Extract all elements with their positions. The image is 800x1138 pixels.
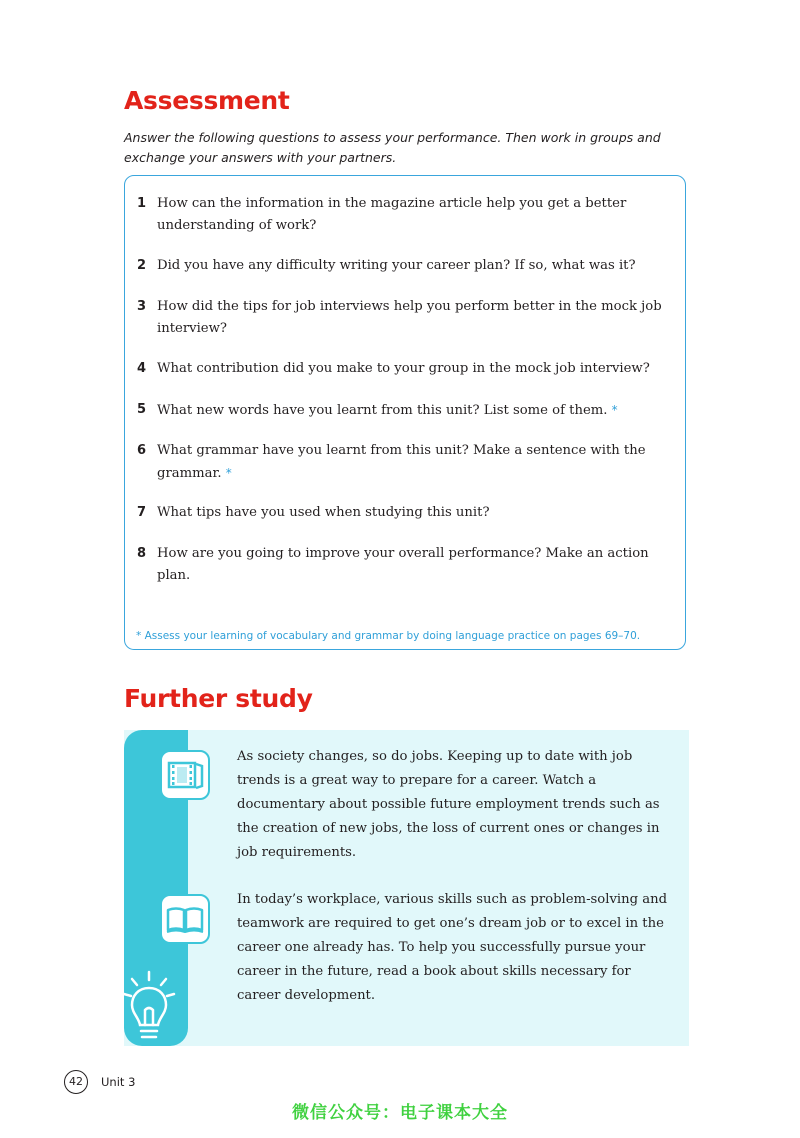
book-icon (160, 894, 210, 944)
asterisk-marker: * (611, 403, 618, 417)
question-number: 8 (137, 546, 147, 561)
question-text: What contribution did you make to your group in the mock job interview? (157, 361, 650, 376)
question-number: 5 (137, 402, 147, 417)
question-item (137, 502, 665, 524)
further-study-paragraph: In today’s workplace, various skills such as problem-solving and teamwork are required to get one’s dream job or to excel in the career one already has. To help you successfully pursue your career in the future, read a book about skills necessary for career development. (237, 892, 668, 1003)
question-item (137, 296, 665, 340)
question-number: 4 (137, 361, 147, 376)
question-text: How are you going to improve your overall performance? Make an action plan. (157, 546, 649, 583)
assessment-title: Assessment (124, 86, 290, 115)
question-item (137, 255, 665, 277)
question-number: 1 (137, 196, 147, 211)
further-study-title: Further study (124, 684, 313, 713)
film-icon (160, 750, 210, 800)
question-text: What grammar have you learnt from this unit? Make a sentence with the grammar. (157, 443, 646, 481)
question-text: What new words have you learnt from this unit? List some of them. (157, 403, 608, 418)
unit-label: Unit 3 (101, 1075, 136, 1089)
question-number: 7 (137, 505, 147, 520)
question-item (137, 193, 665, 237)
watermark-text: 微信公众号：电子课本大全 (292, 1103, 508, 1123)
asterisk-marker: * (225, 466, 232, 480)
question-item (137, 543, 665, 587)
page-number: 42 (64, 1070, 88, 1094)
question-text: What tips have you used when studying this unit? (157, 505, 490, 520)
question-number: 6 (137, 443, 147, 458)
assessment-footnote: * Assess your learning of vocabulary and grammar by doing language practice on pages 69–70. (136, 630, 641, 642)
question-text: How did the tips for job interviews help you perform better in the mock job interview? (157, 299, 662, 336)
question-item (137, 440, 665, 485)
question-text: How can the information in the magazine article help you get a better understanding of work? (157, 196, 627, 233)
questions-box (124, 175, 686, 650)
assessment-instructions: Answer the following questions to assess your performance. Then work in groups and exchange your answers with your partners. (124, 130, 661, 165)
question-number: 2 (137, 258, 147, 273)
question-item (137, 358, 665, 380)
lightbulb-icon (120, 968, 182, 1052)
further-study-paragraph: As society changes, so do jobs. Keeping up to date with job trends is a great way to prepare for a career. Watch a documentary about possible future employment trends such as the creation of new jobs, the loss of current ones or changes in job requirements. (237, 749, 660, 860)
question-text: Did you have any difficulty writing your career plan? If so, what was it? (157, 258, 636, 273)
question-number: 3 (137, 299, 147, 314)
question-item (137, 399, 665, 422)
